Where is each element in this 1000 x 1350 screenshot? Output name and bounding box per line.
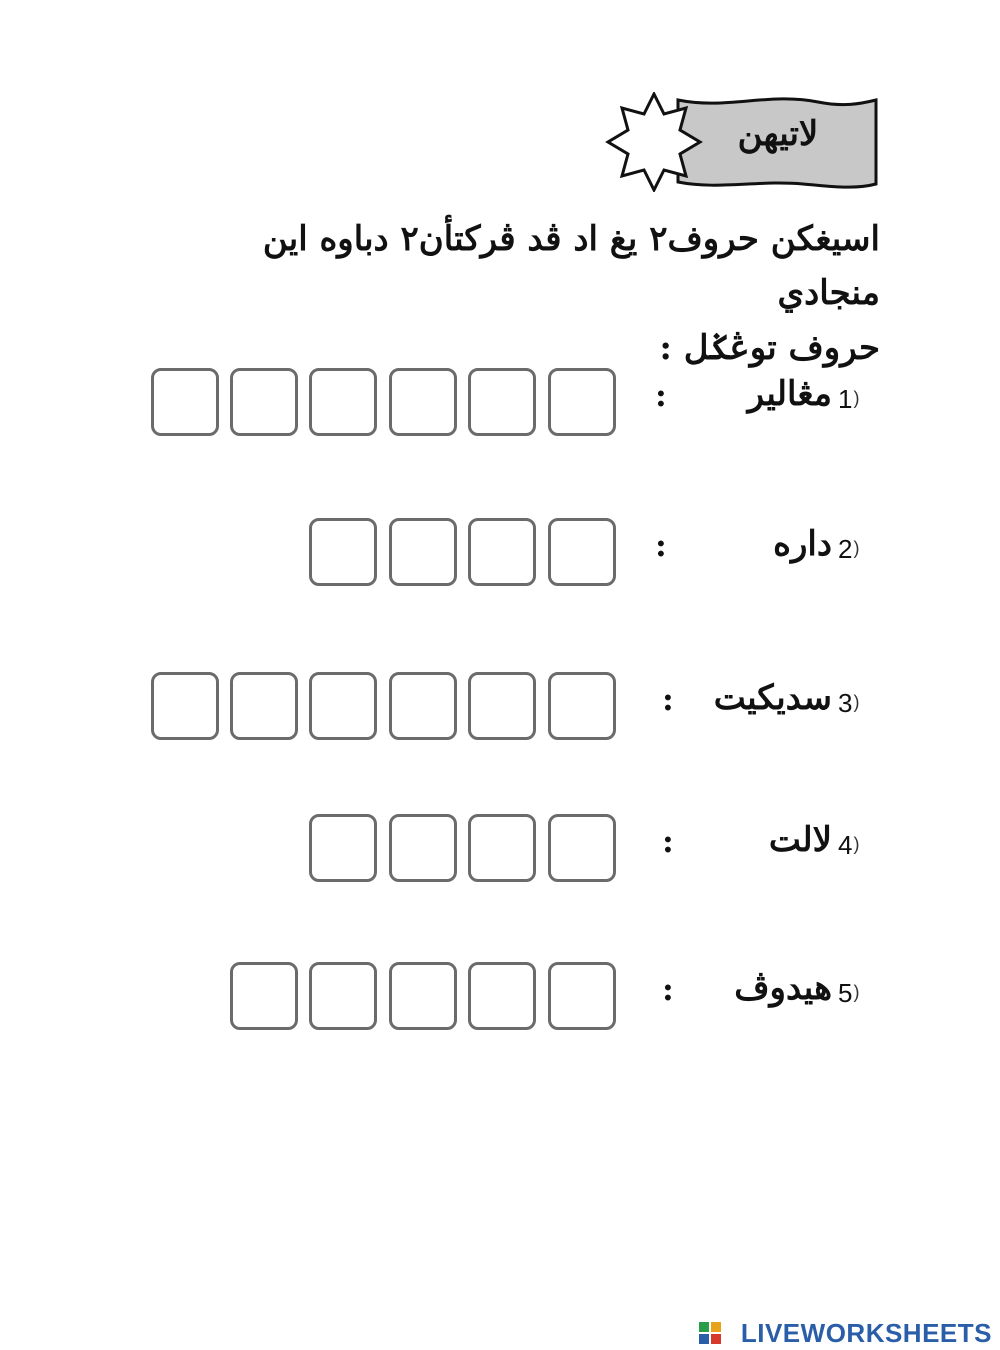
question-word: مڠالير xyxy=(747,374,832,414)
answer-box[interactable] xyxy=(468,814,536,882)
question-colon: : xyxy=(662,970,674,1008)
answer-box[interactable] xyxy=(230,672,298,740)
question-word: سديكيت xyxy=(713,678,832,718)
question-number: 3) xyxy=(838,688,860,718)
answer-box[interactable] xyxy=(309,814,377,882)
instructions-line-2: حروف توڠݢل : xyxy=(659,327,880,368)
answer-box[interactable] xyxy=(548,518,616,586)
instructions-line-1: اسيغكن حروف٢ يغ اد ڤد ڤركتأن٢ دباوه اين منجادي xyxy=(262,219,880,314)
answer-box[interactable] xyxy=(548,672,616,740)
question-row-2 xyxy=(0,518,1000,598)
answer-box[interactable] xyxy=(230,368,298,436)
question-number: 1) xyxy=(838,384,860,414)
answer-box[interactable] xyxy=(309,368,377,436)
answer-box[interactable] xyxy=(151,672,219,740)
answer-box[interactable] xyxy=(548,814,616,882)
question-colon: : xyxy=(662,822,674,860)
question-colon: : xyxy=(662,680,674,718)
answer-box[interactable] xyxy=(548,962,616,1030)
banner-title: لاتيهن xyxy=(737,114,819,154)
answer-box[interactable] xyxy=(389,368,457,436)
footer-brand[interactable]: LIVEWORKSHEETS xyxy=(740,1318,992,1348)
question-word: لالت xyxy=(768,820,832,860)
answer-box[interactable] xyxy=(468,962,536,1030)
answer-box[interactable] xyxy=(389,518,457,586)
question-number: 4) xyxy=(838,830,860,860)
star-icon xyxy=(608,94,700,190)
question-colon: : xyxy=(655,376,667,414)
answer-box[interactable] xyxy=(309,518,377,586)
instructions xyxy=(180,212,880,375)
question-number: 2) xyxy=(838,534,860,564)
answer-box[interactable] xyxy=(468,672,536,740)
liveworksheets-logo-icon xyxy=(699,1322,721,1344)
answer-box[interactable] xyxy=(230,962,298,1030)
answer-box[interactable] xyxy=(468,368,536,436)
answer-box[interactable] xyxy=(389,814,457,882)
answer-box[interactable] xyxy=(389,962,457,1030)
answer-box[interactable] xyxy=(309,962,377,1030)
question-row-1 xyxy=(0,368,1000,448)
answer-box[interactable] xyxy=(548,368,616,436)
question-number: 5) xyxy=(838,978,860,1008)
question-row-4 xyxy=(0,814,1000,894)
title-banner xyxy=(598,92,878,192)
answer-box[interactable] xyxy=(151,368,219,436)
answer-box[interactable] xyxy=(309,672,377,740)
question-row-5 xyxy=(0,962,1000,1042)
question-word: داره xyxy=(773,524,832,564)
answer-box[interactable] xyxy=(468,518,536,586)
question-row-3 xyxy=(0,672,1000,752)
question-word: هيدوڤ xyxy=(734,968,832,1008)
answer-box[interactable] xyxy=(389,672,457,740)
question-colon: : xyxy=(655,526,667,564)
